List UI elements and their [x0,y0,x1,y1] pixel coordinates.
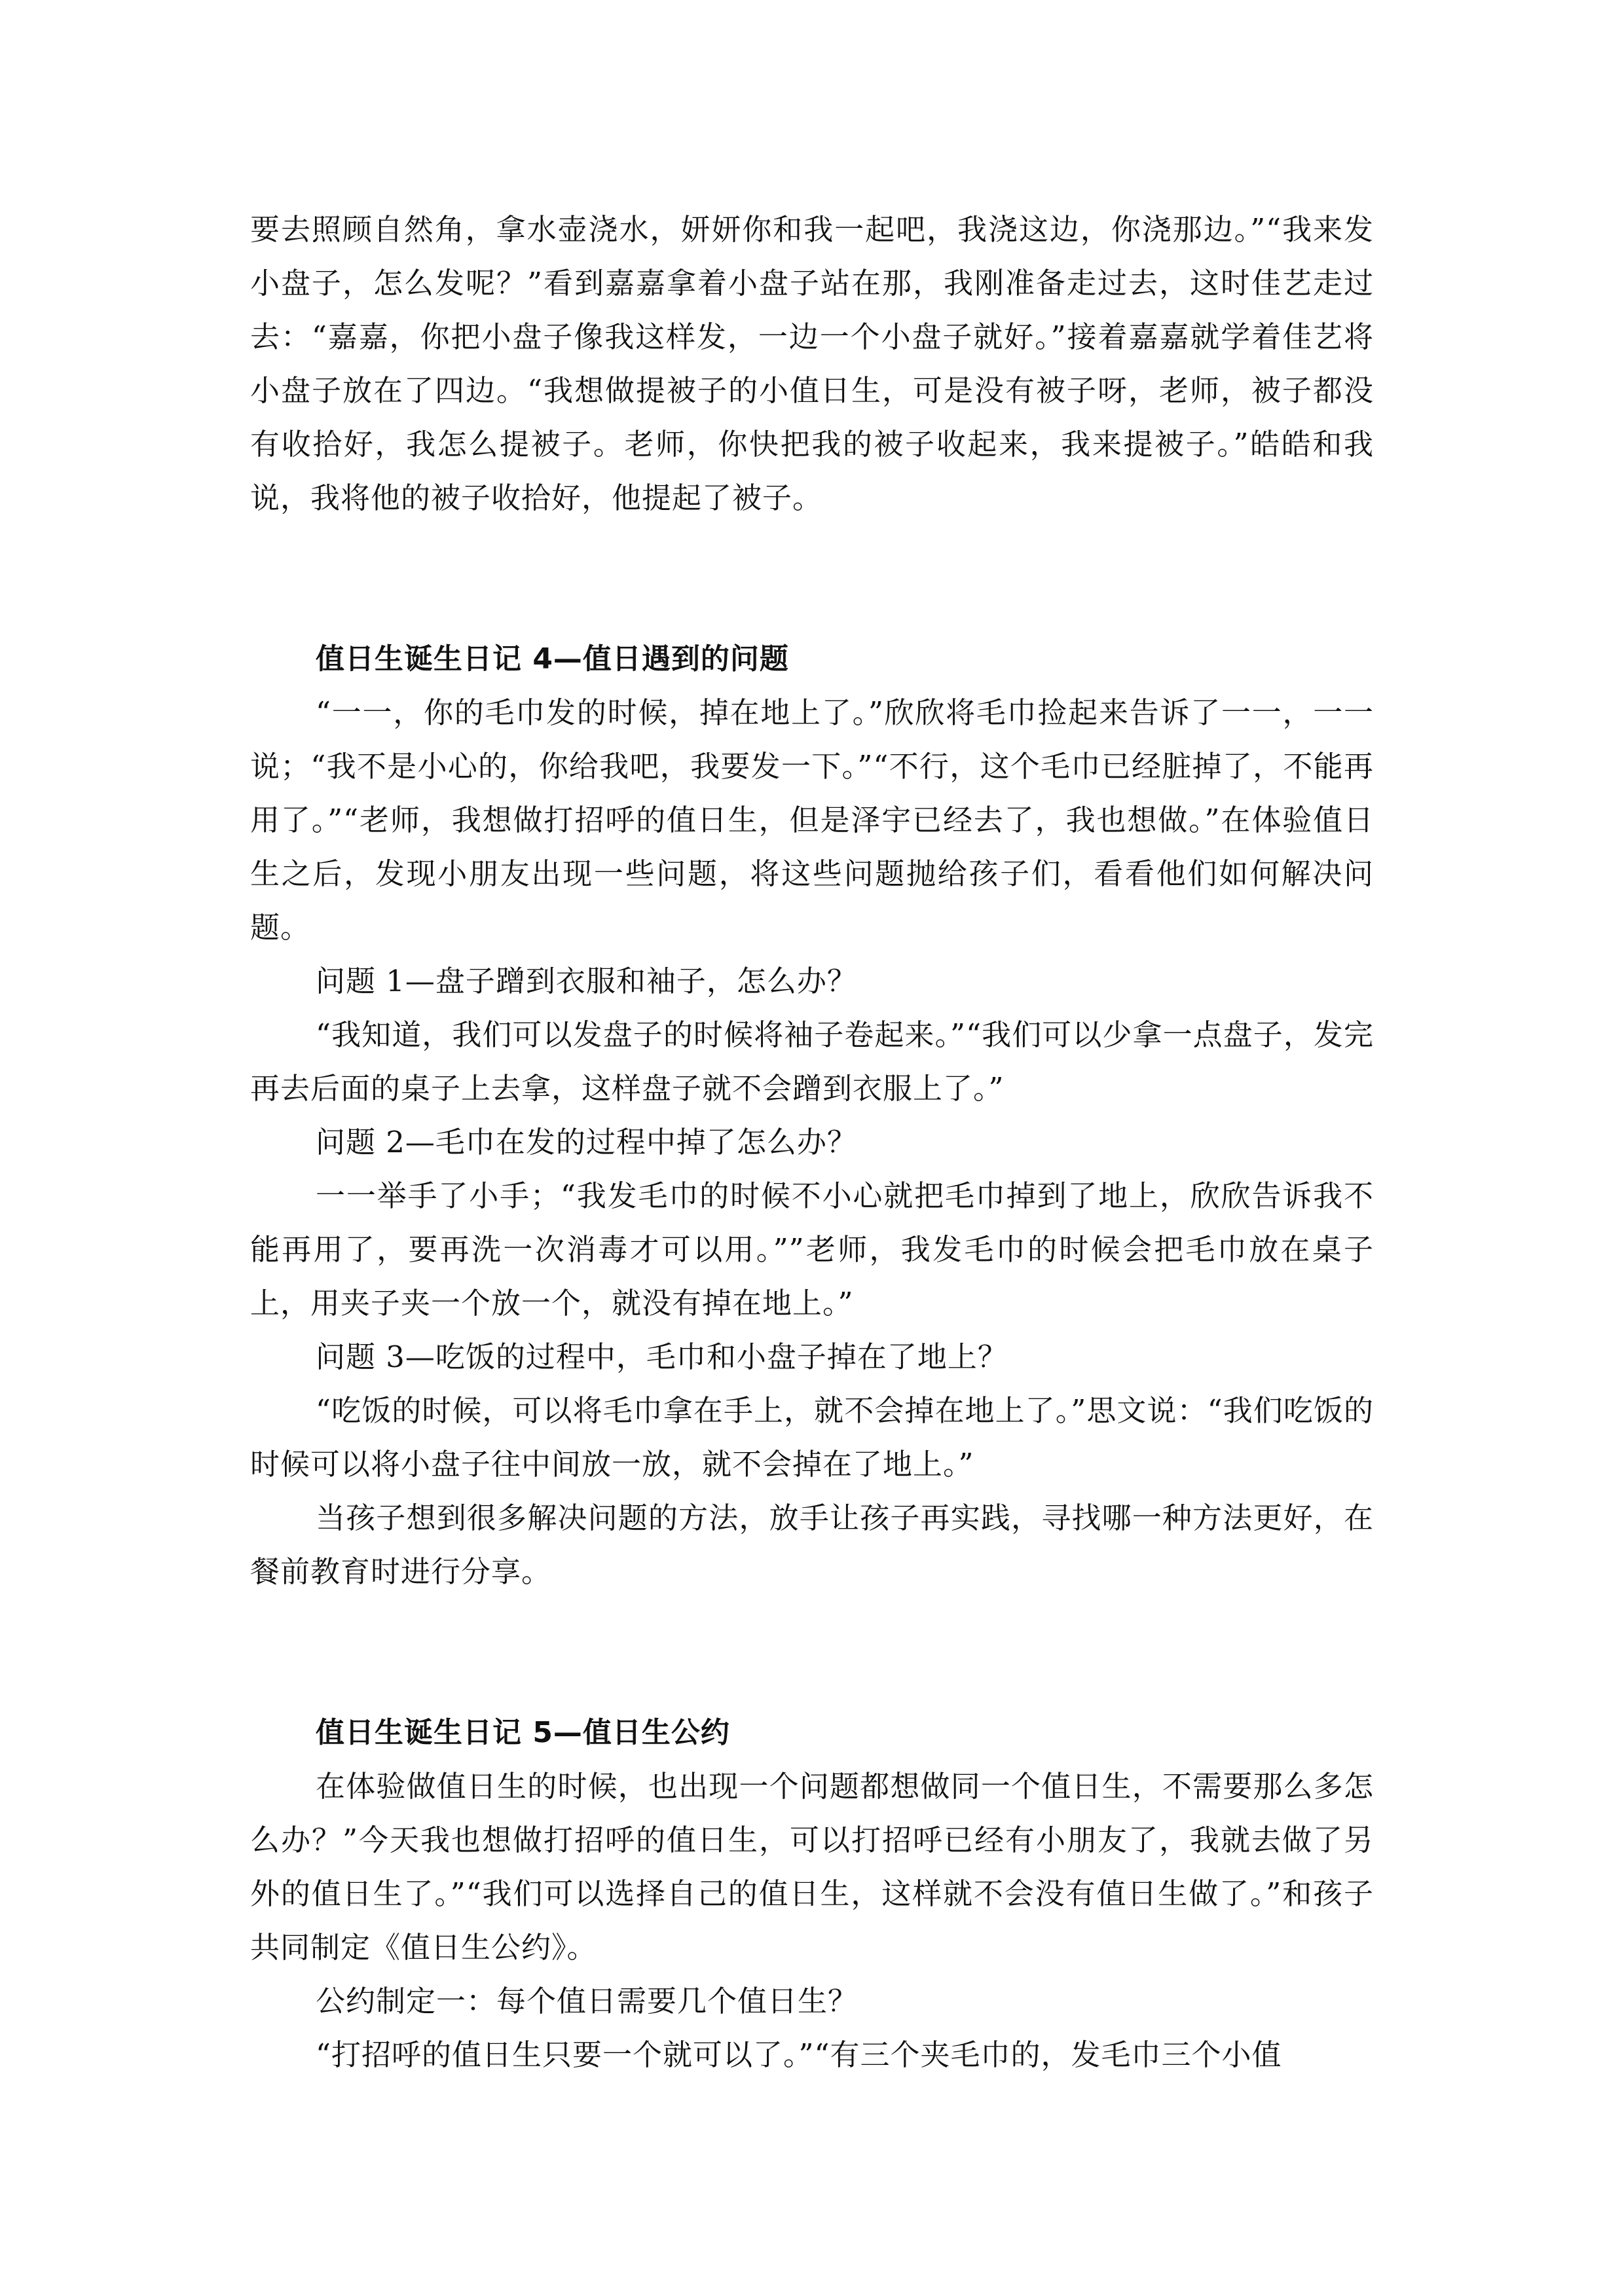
document-body [250,203,1374,2082]
section4-answer-2: 一一举手了小手；“我发毛巾的时候不小心就把毛巾掉到了地上，欣欣告诉我不能再用了，要再洗一次消毒才可以用。””老师，我发毛巾的时候会把毛巾放在桌子上，用夹子夹一个放一个，就没有掉在地上。” [250,1178,1374,1321]
section-gap [250,1599,1374,1706]
section4-answer-1: “我知道，我们可以发盘子的时候将袖子卷起来。”“我们可以少拿一点盘子，发完再去后面的桌子上去拿，这样盘子就不会蹭到衣服上了。” [250,1017,1374,1106]
section-heading-5: 值日生诞生日记 5—值日生公约 [316,1716,730,1749]
section-heading-4: 值日生诞生日记 4—值日遇到的问题 [316,642,789,676]
section4-question-3: 问题 3—吃饭的过程中，毛巾和小盘子掉在了地上？ [316,1339,1008,1374]
section4-paragraph-intro: “一一，你的毛巾发的时候，掉在地上了。”欣欣将毛巾捡起来告诉了一一，一一说；“我不是小心的，你给我吧，我要发一下。”“不行，这个毛巾已经脏掉了，不能再用了。”“老师，我想做打招呼的值日生，但是泽宇已经去了，我也想做。”在体验值日生之后，发现小朋友出现一些问题，将这些问题抛给孩子们，看看他们如何解决问题。 [250,695,1374,945]
paragraph-continued: 要去照顾自然角，拿水壶浇水，妍妍你和我一起吧，我浇这边，你浇那边。”“我来发小盘子，怎么发呢？”看到嘉嘉拿着小盘子站在那，我刚准备走过去，这时佳艺走过去：“嘉嘉，你把小盘子像我这样发，一边一个小盘子就好。”接着嘉嘉就学着佳艺将小盘子放在了四边。“我想做提被子的小值日生，可是没有被子呀，老师，被子都没有收拾好，我怎么提被子。老师，你快把我的被子收起来，我来提被子。”皓皓和我说，我将他的被子收拾好，他提起了被子。 [250,212,1374,515]
section5-paragraph-2: “打招呼的值日生只要一个就可以了。”“有三个夹毛巾的，发毛巾三个小值 [316,2037,1282,2072]
section5-rule-1: 公约制定一：每个值日需要几个值日生？ [316,1984,858,2018]
section-gap [250,525,1374,632]
section4-question-1: 问题 1—盘子蹭到衣服和袖子，怎么办？ [316,964,857,998]
section5-paragraph-intro: 在体验做值日生的时候，也出现一个问题都想做同一个值日生，不需要那么多怎么办？”今天我也想做打招呼的值日生，可以打招呼已经有小朋友了，我就去做了另外的值日生了。”“我们可以选择自己的值日生，这样就不会没有值日生做了。”和孩子共同制定《值日生公约》。 [250,1769,1374,1965]
section4-paragraph-conclusion: 当孩子想到很多解决问题的方法，放手让孩子再实践，寻找哪一种方法更好，在餐前教育时进行分享。 [250,1501,1374,1589]
section4-question-2: 问题 2—毛巾在发的过程中掉了怎么办？ [316,1125,857,1159]
section4-answer-3: “吃饭的时候，可以将毛巾拿在手上，就不会掉在地上了。”思文说：“我们吃饭的时候可以将小盘子往中间放一放，就不会掉在了地上。” [250,1393,1374,1482]
